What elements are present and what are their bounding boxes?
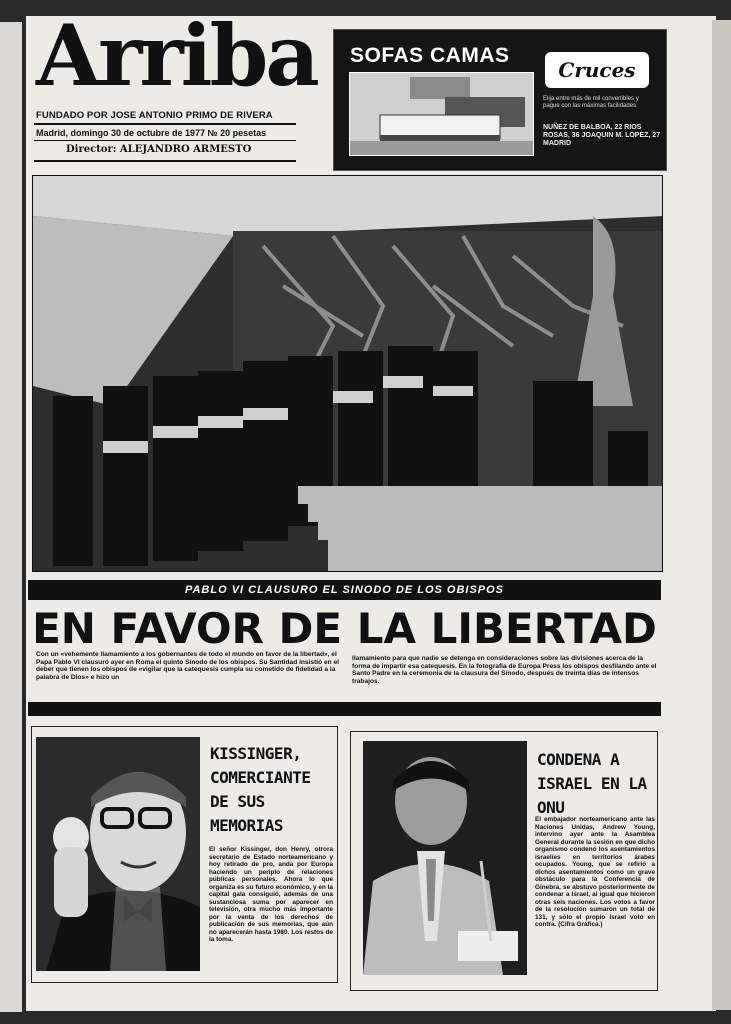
binding-edge: [712, 20, 731, 1010]
masthead-title: Arriba: [36, 6, 317, 105]
israel-body: El embajador norteamericano ante las Naciones Unidas, Andrew Young, intervino ayer ante la Asamblea General durante la sesión en que dicho organismo condenó los asentamientos israelíes en territorios árabes ocupados. Young, que se refirió a dichos asentamientos como un grave obstáculo para la Conferencia de Ginebra, se abstuvo posteriormente de condenar a Israel, al igual que hicieron otras seis naciones. Los votos a favor de la resolución sumaron un total de 131, y sólo el propio Israel votó en contra. (Cifra Gráfica.): [535, 816, 655, 928]
sofa-bed-photo: [349, 72, 534, 156]
divider: [34, 140, 296, 141]
kissinger-body: El señor Kissinger, don Henry, otrora secretario de Estado norteamericano y hoy retirado de pro, anda por Europa haciendo un periplo de relaciones públicas personales. Ahora lo que organiza es su futuro económico, y en la capital gala consiguió, además de una sustanciosa suma por aparecer en televisión, otra mucho más importante por la venta de los derechos de publicación de sus memorias, que aún no aparecerán hasta 1980. Los restos de la toma.: [209, 846, 333, 943]
ad-brand-logo: Cruces: [545, 52, 649, 88]
lead-kicker: PABLO VI CLAUSURO EL SINODO DE LOS OBISPOS: [184, 584, 505, 596]
divider: [34, 123, 296, 125]
founder-line: FUNDADO POR JOSE ANTONIO PRIMO DE RIVERA: [36, 110, 273, 121]
adjacent-page-edge: [0, 22, 22, 1012]
lead-headline: EN FAVOR DE LA LIBERTAD: [32, 604, 657, 653]
section-divider-bar: [28, 702, 661, 716]
israel-headline: CONDENA A ISRAEL EN LA ONU: [537, 750, 647, 817]
kissinger-headline: KISSINGER, COMERCIANTE DE SUS MEMORIAS: [210, 744, 311, 835]
dateline: Madrid, domingo 30 de octubre de 1977 № 20 pesetas: [36, 128, 267, 138]
kissinger-photo: [36, 737, 200, 971]
divider: [34, 160, 296, 162]
director-line: Director: ALEJANDRO ARMESTO: [66, 144, 252, 155]
lead-text-left: Con un «vehemente llamamiento a los gobernantes de todo el mundo en favor de la libertad», el Papa Pablo VI clausuró ayer en Roma el quinto Sínodo de los obispos. Su Santidad insistió en el deber que tienen los obispos de «vigilar que la catequesis cumpla su cometido de fidelidad a la palabra de Dios» e hizo un: [36, 651, 340, 681]
synod-closing-photo: [32, 175, 663, 572]
andrew-young-photo: [363, 741, 527, 975]
lead-text-right: llamamiento para que nadie se detenga en consideraciones sobre las divisiones acerca de la forma de impartir esa catequesis. En la fotografía de Europa Press los obispos desfilando ante el Santo Padre en la ceremonia de la clausura del Sínodo, después de treinta días de intensos trabajos.: [352, 655, 657, 685]
ad-addresses: NUÑEZ DE BALBOA, 22 RIOS ROSAS, 36 JOAQUIN M. LOPEZ, 27 MADRID: [543, 124, 661, 147]
ad-tagline: Elija entre más de mil convertibles y pague con las máximas facilidades.: [543, 96, 639, 109]
ad-title: SOFAS CAMAS: [350, 44, 510, 67]
